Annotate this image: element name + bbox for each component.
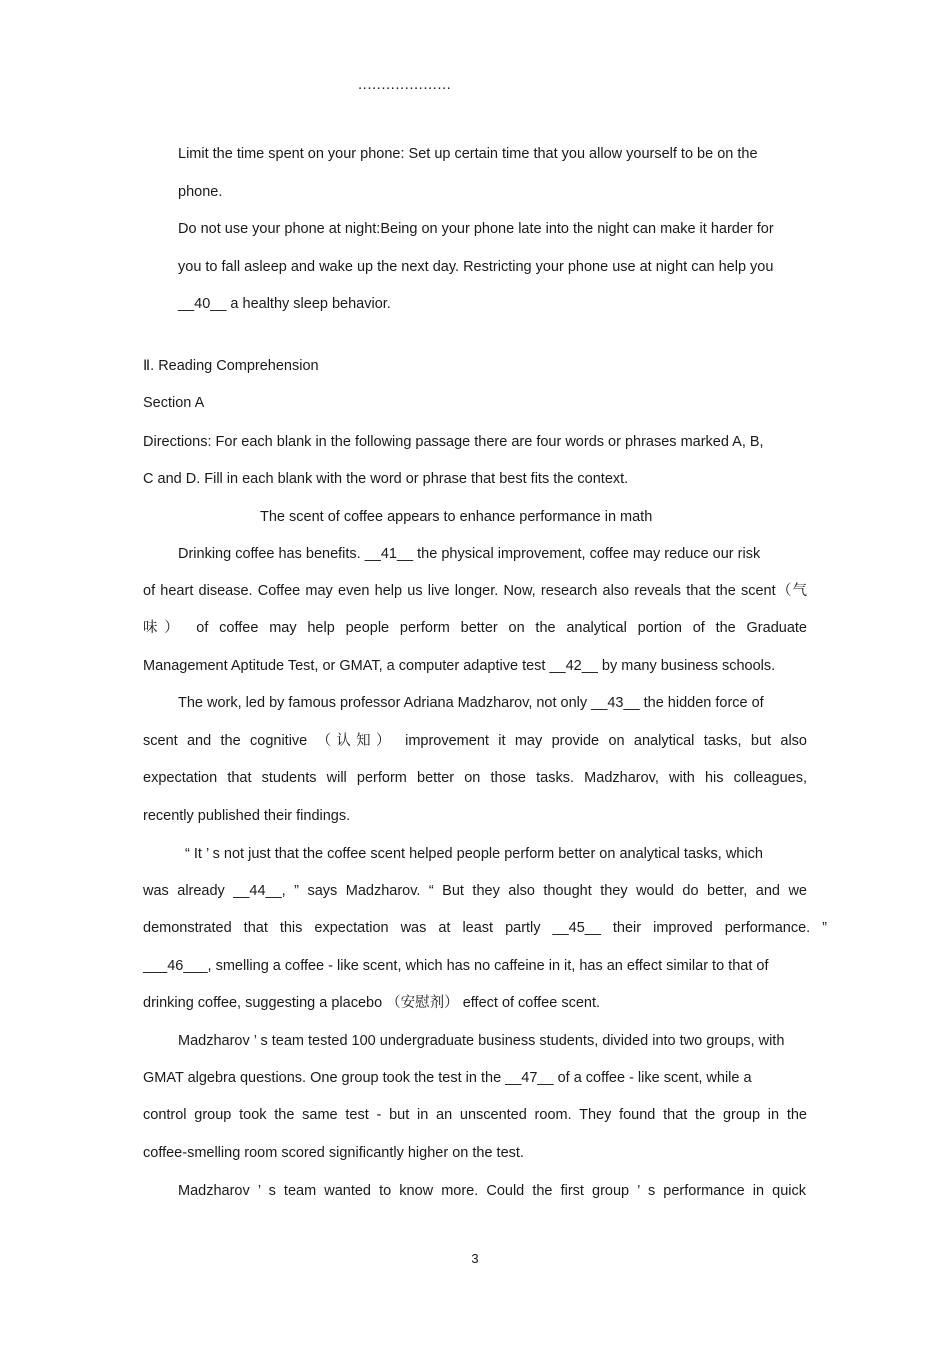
text-line: expectation that students will perform better on those tasks. Madzharov, with his colleagues, (143, 770, 807, 786)
text-line: demonstrated that this expectation was at least partly __45__ their improved performance. ” (143, 920, 827, 936)
text-line: Management Aptitude Test, or GMAT, a computer adaptive test __42__ by many business schools. (143, 658, 776, 674)
text-line: phone. (178, 184, 223, 200)
text-line: control group took the same test - but in an unscented room. They found that the group in the (143, 1107, 807, 1123)
text-line: Do not use your phone at night:Being on your phone late into the night can make it harder for (178, 221, 774, 237)
text-line: __40__ a healthy sleep behavior. (178, 296, 391, 312)
text-line: coffee-smelling room scored significantly higher on the test. (143, 1145, 524, 1161)
text-line: Drinking coffee has benefits. __41__ the physical improvement, coffee may reduce our risk (178, 546, 761, 562)
text-line: you to fall asleep and wake up the next day. Restricting your phone use at night can help you (178, 259, 774, 275)
header-dots: .................... (358, 76, 452, 93)
text-line: Section A (143, 395, 205, 411)
text-line: recently published their findings. (143, 808, 351, 824)
text-line: drinking coffee, suggesting a placebo （安慰剂） effect of coffee scent. (143, 995, 601, 1011)
text-line: “ It ’ s not just that the coffee scent helped people perform better on analytical tasks, which (185, 846, 763, 862)
text-line: Madzharov ’ s team wanted to know more. Could the first group ’ s performance in quick (178, 1183, 806, 1199)
text-line: GMAT algebra questions. One group took the test in the __47__ of a coffee - like scent, while a (143, 1070, 752, 1086)
text-line: The scent of coffee appears to enhance performance in math (260, 509, 653, 525)
text-line: ___46___, smelling a coffee - like scent, which has no caffeine in it, has an effect similar to that of (143, 958, 769, 974)
text-line: was already __44__, ” says Madzharov. “ But they also thought they would do better, and we (143, 883, 807, 899)
text-line: 味） of coffee may help people perform better on the analytical portion of the Graduate (143, 620, 807, 636)
text-line: The work, led by famous professor Adriana Madzharov, not only __43__ the hidden force of (178, 695, 764, 711)
page-number: 3 (471, 1251, 479, 1266)
text-line: scent and the cognitive （认知） improvement it may provide on analytical tasks, but also (143, 733, 807, 749)
text-line: of heart disease. Coffee may even help us live longer. Now, research also reveals that the scent（气 (143, 583, 807, 599)
text-line: Ⅱ. Reading Comprehension (143, 358, 319, 374)
text-line: Directions: For each blank in the following passage there are four words or phrases marked A, B, (143, 434, 764, 450)
text-line: Madzharov ’ s team tested 100 undergraduate business students, divided into two groups, with (178, 1033, 785, 1049)
text-line: C and D. Fill in each blank with the word or phrase that best fits the context. (143, 471, 629, 487)
text-line: Limit the time spent on your phone: Set up certain time that you allow yourself to be on the (178, 146, 758, 162)
